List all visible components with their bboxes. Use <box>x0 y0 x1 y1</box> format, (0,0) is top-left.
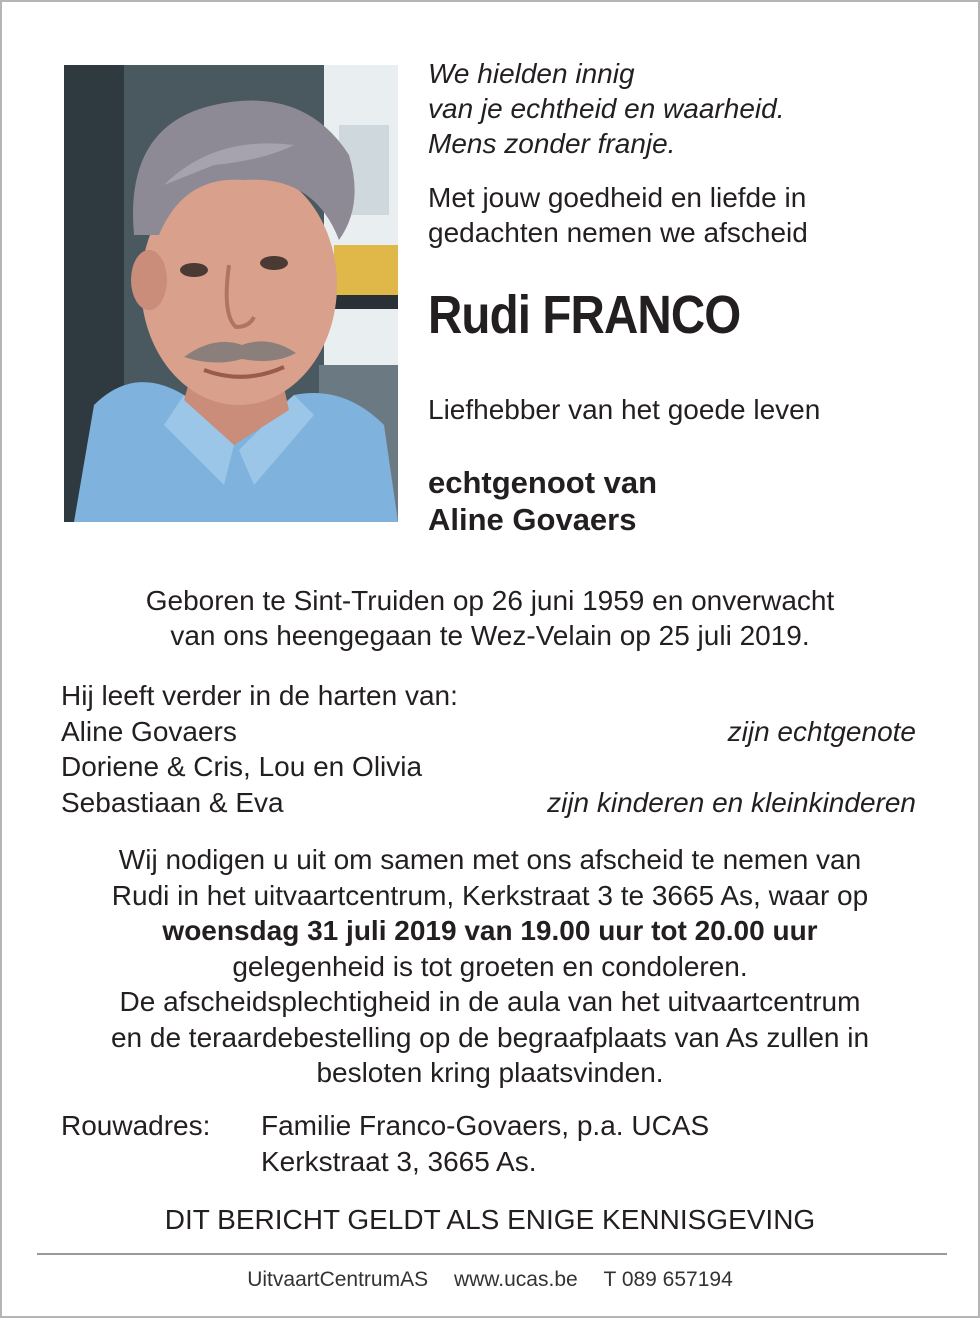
farewell-line: gedachten nemen we afscheid <box>428 217 808 248</box>
list-item <box>61 749 916 785</box>
list-item <box>61 714 916 750</box>
poem-line: We hielden innig <box>428 58 635 89</box>
invitation-line: Rudi in het uitvaartcentrum, Kerkstraat 3 te 3665 As, waar op <box>111 879 869 911</box>
invitation-line: besloten kring plaatsvinden. <box>316 1057 664 1088</box>
address-line: Familie Franco-Govaers, p.a. UCAS <box>261 1110 710 1141</box>
spouse-info <box>428 464 657 538</box>
company-name: UitvaartCentrumAS <box>247 1268 429 1291</box>
poem <box>428 56 784 161</box>
invitation-line: De afscheidsplechtigheid in de aula van het uitvaartcentrum <box>119 986 861 1017</box>
address-line: Kerkstraat 3, 3665 As. <box>261 1145 537 1177</box>
invitation-line: en de teraardebestelling op de begraafplaats van As zullen in <box>110 1021 870 1053</box>
footer <box>2 1266 978 1294</box>
invitation <box>2 842 978 1091</box>
visitation-time: woensdag 31 juli 2019 van 19.00 uur tot 20.00 uur <box>162 915 818 946</box>
phone-number: T 089 657194 <box>603 1268 733 1291</box>
survivors-intro: Hij leeft verder in de harten van: <box>61 680 458 711</box>
farewell-line: Met jouw goedheid en liefde in <box>428 182 807 213</box>
farewell-text <box>428 180 808 250</box>
poem-line: van je echtheid en waarheid. <box>428 93 785 124</box>
portrait-photo <box>64 65 398 522</box>
survivor-name: Doriene & Cris, Lou en Olivia <box>61 751 423 782</box>
notice-text: DIT BERICHT GELDT ALS ENIGE KENNISGEVING <box>164 1204 816 1235</box>
invitation-line: gelegenheid is tot groeten en condoleren. <box>232 950 748 982</box>
website-link[interactable]: www.ucas.be <box>453 1268 578 1291</box>
tagline: Liefhebber van het goede leven <box>428 394 821 425</box>
survivor-relation: zijn echtgenote <box>727 715 916 747</box>
survivor-relation: zijn kinderen en kleinkinderen <box>547 786 916 818</box>
deceased-name: Rudi FRANCO <box>428 285 741 345</box>
death-line: van ons heengegaan te Wez-Velain op 25 juli 2019. <box>170 620 810 651</box>
poem-line: Mens zonder franje. <box>428 128 676 159</box>
invitation-line: Wij nodigen u uit om samen met ons afscheid te nemen van <box>118 844 862 875</box>
survivors-list <box>61 678 916 820</box>
spouse-line: echtgenoot van <box>428 465 658 500</box>
list-item <box>61 785 916 821</box>
birth-death-info <box>2 583 978 653</box>
mourning-address <box>61 1108 709 1179</box>
footer-divider <box>37 1253 947 1255</box>
spouse-name: Aline Govaers <box>428 502 637 537</box>
birth-line: Geboren te Sint-Truiden op 26 juni 1959 en onverwacht <box>145 585 835 616</box>
address-label: Rouwadres: <box>61 1110 211 1141</box>
survivor-name: Aline Govaers <box>61 715 237 747</box>
survivor-name: Sebastiaan & Eva <box>61 786 284 818</box>
